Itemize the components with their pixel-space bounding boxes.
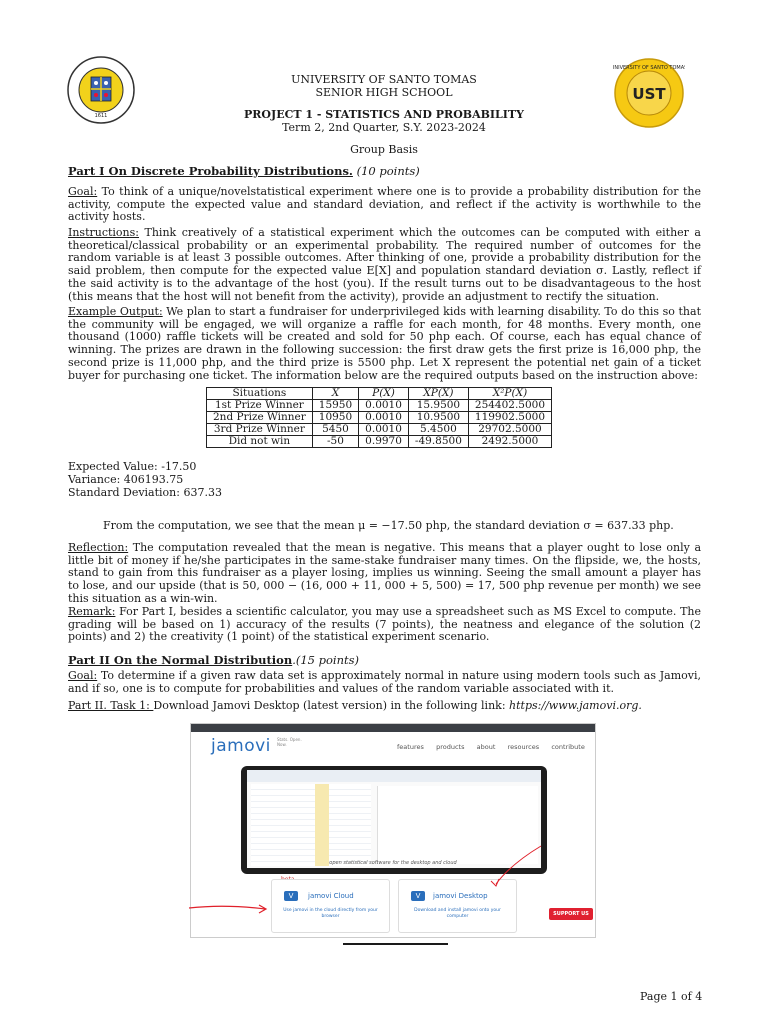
project-title: PROJECT 1 - STATISTICS AND PROBABILITY bbox=[244, 108, 524, 121]
nav-features[interactable]: features bbox=[397, 743, 424, 751]
table-row bbox=[207, 424, 552, 436]
arrow-to-desktop bbox=[496, 846, 541, 884]
jamovi-link[interactable]: https://www.jamovi.org. bbox=[509, 699, 642, 712]
part2-task1: Part II. Task 1: Download Jamovi Desktop (latest version) in the following link: https://www.jamovi.org. bbox=[68, 699, 642, 712]
school-name: SENIOR HIGH SCHOOL bbox=[315, 86, 453, 99]
table-cell: -49.8500 bbox=[408, 436, 468, 448]
support-us-button[interactable]: SUPPORT US bbox=[549, 908, 593, 920]
svg-text:1611: 1611 bbox=[94, 113, 108, 119]
term-line: Term 2, 2nd Quarter, S.Y. 2023-2024 bbox=[282, 121, 486, 134]
table-cell: 0.9970 bbox=[359, 436, 409, 448]
desktop-title: jamovi Desktop bbox=[433, 892, 488, 900]
cloud-desc: Use jamovi in the cloud directly from your browser bbox=[283, 908, 378, 919]
part2-goal: Goal: To determine if a given raw data set is approximately normal in nature using modern tools such as Jamovi, and if so, one is to compute for probabilities and values of the random variable associated with it. bbox=[68, 669, 701, 695]
table-cell: 0.0010 bbox=[359, 400, 409, 412]
table-header: Situations bbox=[207, 388, 313, 400]
svg-text:UNIVERSITY OF SANTO TOMAS: UNIVERSITY OF SANTO TOMAS bbox=[613, 65, 685, 71]
table-cell: 119902.5000 bbox=[468, 412, 551, 424]
group-basis: Group Basis bbox=[350, 143, 418, 156]
expected-value: Expected Value: -17.50 bbox=[68, 460, 197, 473]
screenshot-underline bbox=[343, 943, 448, 945]
jamovi-v-icon: V bbox=[411, 891, 425, 901]
table-cell: 15.9500 bbox=[408, 400, 468, 412]
table-cell: 29702.5000 bbox=[468, 424, 551, 436]
table-row bbox=[207, 412, 552, 424]
table-cell: Did not win bbox=[207, 436, 313, 448]
jamovi-v-icon: V bbox=[284, 891, 298, 901]
table-row bbox=[207, 436, 552, 448]
arrow-head-desktop bbox=[491, 879, 499, 886]
arrow-to-cloud-line bbox=[189, 906, 265, 909]
university-name: UNIVERSITY OF SANTO TOMAS bbox=[291, 73, 477, 86]
table-row bbox=[207, 400, 552, 412]
table-cell: 0.0010 bbox=[359, 424, 409, 436]
jamovi-brand: jamovi bbox=[211, 736, 271, 756]
nav-about[interactable]: about bbox=[476, 743, 496, 751]
table-cell: 0.0010 bbox=[359, 412, 409, 424]
table-cell: 5450 bbox=[312, 424, 358, 436]
probability-distribution-table bbox=[206, 387, 552, 448]
nav-contribute[interactable]: contribute bbox=[551, 743, 585, 751]
part1-heading: Part I On Discrete Probability Distributions. (10 points) bbox=[68, 164, 420, 178]
table-header-row bbox=[207, 388, 552, 400]
variance: Variance: 406193.75 bbox=[68, 473, 184, 486]
table-cell: 2nd Prize Winner bbox=[207, 412, 313, 424]
part2-heading: Part II On the Normal Distribution.(15 points) bbox=[68, 653, 360, 667]
jamovi-tagline: open statistical software for the desktop and cloud bbox=[329, 860, 457, 866]
part1-reflection: Reflection: The computation revealed that the mean is negative. This means that a player ought to lose only a little bit of money if he/she participates in the same-stake fundraiser many times. On the flipside, we, the hosts, stand to gain from this fundraiser as a player losing, implies us winning. Seeing the small amount a player has to lose, and our upside (that is 50, 000 − (16, 000 + 11, 000 + 5, 500) = 17, 500 php revenue per month) we see this situation as a win-win. bbox=[68, 541, 701, 605]
svg-text:UST: UST bbox=[632, 85, 666, 103]
table-header: XP(X) bbox=[408, 388, 468, 400]
table-header: X²P(X) bbox=[468, 388, 551, 400]
page-number: Page 1 of 4 bbox=[640, 990, 703, 1003]
part1-instructions: Instructions: Think creatively of a statistical experiment which the outcomes can be computed with either a theoretical/classical probability or an experimental probability. The required number of outcomes for the random variable is at least 3 possible outcomes. After thinking of one, provide a probability distribution for the said problem, then compute for the expected value E[X] and population standard deviation σ. Lastly, reflect if the said activity is to the advantage of the host (you). If the result turns out to be disadvantageous to the host (this means that the host will not benefit from the activity), provide an adjustment to rectify the situation. bbox=[68, 226, 701, 303]
cloud-title: jamovi Cloud bbox=[308, 892, 354, 900]
desktop-desc: Download and install jamovi onto your computer bbox=[414, 908, 501, 919]
table-cell: 10950 bbox=[312, 412, 358, 424]
nav-resources[interactable]: resources bbox=[507, 743, 540, 751]
table-header: P(X) bbox=[359, 388, 409, 400]
table-cell: 10.9500 bbox=[408, 412, 468, 424]
table-cell: 2492.5000 bbox=[468, 436, 551, 448]
table-cell: -50 bbox=[312, 436, 358, 448]
table-cell: 5.4500 bbox=[408, 424, 468, 436]
part1-goal: Goal: To think of a unique/novelstatistical experiment where one is to provide a probability distribution for the activity, compute the expected value and standard deviation, and reflect if the activity is worthwhile to the activity hosts. bbox=[68, 185, 701, 224]
part1-example-output: Example Output: We plan to start a fundraiser for underprivileged kids with learning disability. To do this so that the community will be engaged, we will organize a raffle for each month, for 48 months. Every month, one thousand (1000) raffle tickets will be created and sold for 50 php each. Of course, each has equal chance of winning. The prizes are drawn in the following succession: the first draw gets the first prize is 16,000 php, the second prize is 11,000 php, and the third prize is 5500 php. Let X represent the potential net gain of a ticket buyer for purchasing one ticket. The information below are the required outputs based on the instruction above: bbox=[68, 305, 701, 382]
table-cell: 15950 bbox=[312, 400, 358, 412]
jamovi-tagline-small: Stats. Open. Now. bbox=[277, 737, 302, 747]
table-cell: 3rd Prize Winner bbox=[207, 424, 313, 436]
table-header: X bbox=[312, 388, 358, 400]
standard-deviation: Standard Deviation: 637.33 bbox=[68, 486, 222, 499]
computation-note: From the computation, we see that the mean μ = −17.50 php, the standard deviation σ = 637.33 php. bbox=[103, 519, 674, 532]
part1-remark: Remark: For Part I, besides a scientific calculator, you may use a spreadsheet such as MS Excel to compute. The grading will be based on 1) accuracy of the results (7 points), the neatness and elegance of the solution (2 points) and 2) the creativity (1 point) of the statistical experiment scenario. bbox=[68, 605, 701, 644]
arrow-to-cloud bbox=[185, 900, 275, 920]
table-cell: 1st Prize Winner bbox=[207, 400, 313, 412]
nav-products[interactable]: products bbox=[436, 743, 465, 751]
table-cell: 254402.5000 bbox=[468, 400, 551, 412]
